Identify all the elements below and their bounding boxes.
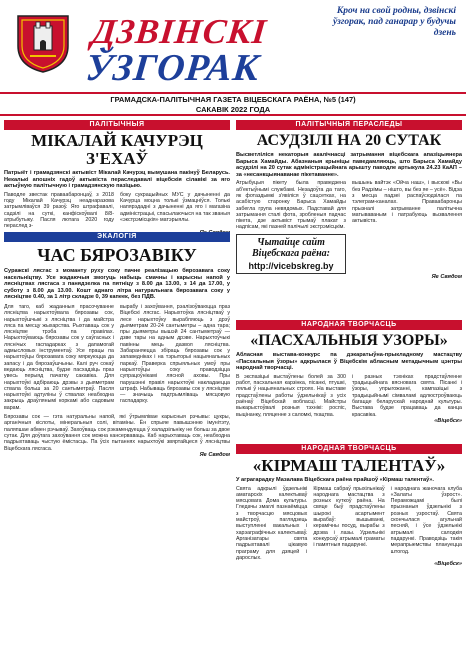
article-signature: «Віцебск»: [434, 417, 462, 424]
article-talent-fair: [236, 444, 462, 656]
rubric-political-persecution: ПАЛІТЫЧНЫЯ ПЕРАСЛЕДЫ: [236, 120, 462, 130]
article-birch-sap: [4, 232, 230, 656]
coat-of-arms-icon: [14, 12, 72, 74]
article-arrest: [236, 120, 462, 318]
article-headline: «КІРМАШ ТАЛЕНТАЎ»: [252, 456, 446, 475]
article-lead: Патрыёт і грамадзянскі актывіст Мікалай Качурэц вымушана пакінуў Беларусь. Некалькі апошніх гадоў актывіста пераследавалі віцебскія сілавікі за яго актыўную палітычную і грамадзянскую пазіцыю.: [4, 170, 230, 190]
article-text-col2: вырабу і захоўвання, рэалізоўваюцца праз Віцебскі лясгас. Нарыхтоўка лясніцтваў у лесе нарыхтоўку вырабляюць з дрэў дыяметрам 20-24 сантыметры – адна тара; пры дыяметры вышэй 24 сантыметраў — дзве тары на адным дрэве. Нарыхтоўчыкі павінны мець дазвол лясніцтва. Забараняецца збіраць бярозавы сок у запаведніках і на тэрыторыі нацыянальных паркаў. Праверка спрыяльных умоў пры нарыхтоўцы соку праводзіцца супрацоўнікамі лясной аховы. Пры парушэнні правіл нарыхтоўкі накладаецца штраф. Набываць бярозавы сок у лясніцтве — значыць падтрымліваць мясцовую гаспадарку.: [120, 303, 230, 405]
article-text-col3: і народнага жаночага клуба «Залаты ўзрост». Пераможцамі былі прызнаныя ўдзельнікі з розных узростаў. Свята скончылася агульнай песняй, і ўсе ўдзельнікі атрымалі салодкія падарункі. Праводзіць такія мерапрыемствы плануецца штогод.: [390, 485, 462, 555]
article-headline: ЧАС БЯРОЗАВІКУ: [37, 245, 197, 265]
masthead: [0, 0, 466, 92]
article-headline: МІКАЛАЙ КАЧУРЭЦ З'ЕХАЎ: [31, 131, 203, 168]
article-text-col1: Свята адкрылі ўдзельнікі аматарскіх калектываў мясцовага Дома культуры. Гледачы змаглі пазнаёміцца з творчасцю мясцовых майстроў, паглядзець выступленні вакальных і харэаграфічных калектываў. Арганізатары свята падрыхтавалі цікавую праграму для дзяцей і дарослых.: [236, 485, 308, 561]
masthead-title-line2: ЎЗГОРАК: [83, 47, 262, 89]
article-headline: АСУДЗІЛІ НА 20 СУТАК: [256, 132, 442, 149]
article-text-col1: Атрыбуцыя пікету была праведзена аб'ектыўнымі службамі. Незадоўга да таго, як фотаздымкі з'явіліся ў сацсетках, на асабістую старонку Барыса Хамайды забегла група невядомых. Падставай для затрымання сталі фота, зробленыя падчас пікета, дзе актывіст трымаў плакат з надпісам, які пазней палічылі экстрэмісцкім.: [236, 180, 346, 231]
article-signature: «Віцебск»: [434, 561, 462, 568]
article-lead: Абласная выстава-конкурс па дэкаратыўна-прыкладному мастацтву «Пасхальныя ўзоры» адкрылася ў Віцебскім абласным метадычным цэнтры народнай творчасці.: [236, 352, 462, 372]
website-ad-box: [236, 234, 346, 274]
article-text-col1: Паводле звестак праваабаронцаў, з 2018 году Мікалай Качурэц неаднаразова затрымліваўся 39 разоў. Яго штрафавалі, садзілі на суткі, канфіскоўвалі 8/8-атрыбутыку. Пасля лютага 2020 году пераслед з-: [4, 191, 114, 230]
rubric-folk-art: НАРОДНАЯ ТВОРЧАСЦЬ: [236, 444, 462, 454]
article-lead: Суражскі лясгас з моманту руху соку пачне реалізацыю бярозавага соку насельніцтву. Усе жадаючыя змогуць набыць смачны і карысны напой у лясніцтвах лясгаса з панядзелка па пятніцу з 8.00 да 13.00, з 14 да 17.00, у суботу з 8.00 да 13.00. Кошт аднаго літра натуральнага бярозавага соку у лясніцтве 0.40, за 1 літр складзе 0, 39 капеек, без ПДВ.: [4, 268, 230, 301]
masthead-title-line1: ДЗВІНСКІ: [90, 12, 269, 51]
website-ad-link[interactable]: http://vicebskreg.by: [248, 260, 334, 271]
rubric-folk-art: НАРОДНАЯ ТВОРЧАСЦЬ: [236, 320, 462, 330]
website-ad-title: Чытайце сайт Віцебскага раёна:: [252, 236, 330, 259]
article-kachurets: [4, 120, 230, 230]
article-signature: Яе Свядом: [431, 273, 462, 280]
issue-dateline: [0, 92, 466, 116]
issue-date: САКАВІК 2022 ГОДА: [195, 105, 271, 114]
rubric-ecology: ЭКАЛОГІЯ: [4, 232, 230, 242]
article-lead: У аграгарадку Мазалава Віцебскага раёна прайшоў «Кірмаш талентаў».: [236, 477, 434, 483]
article-text-col2: і разных тэхніках прадстаўленне традыцыйнага вясновага свята. Пісанкі і ўзоры, упрыгожанні, кампазіцыі з традыцыйнымі сімваламі адлюстроўваюць багацце беларускай народнай культуры. Выстава будзе працаваць да канца красавіка.: [352, 373, 462, 418]
article-text-col2: боку сукрацыйных МУС у дачыненні да Качурца моцна толькі ўзмацніўся. Толькі напярэдадні з дачыненні да яго і магазіна адміністрацыі, спасылаючыся на так званыя «экстрэмісцкія» матэрыялы.: [120, 191, 230, 223]
article-text-col1: В экспазіцыі выстаўлены болей за 300 работ, пасхальная карзінка, пісанкі, птушкі, лялькі ў нацыянальных строях. На выставе прадстаўлены работы ўдзельнікаў з усіх раёнаў Віцебскай вобласці. Майстры выкарыстоўвалі розныя тэхнікі: роспіс, выцінанку, пляценне з саломкі, ткацтва.: [236, 373, 346, 418]
article-text-col2: вышынь вайтэк «Ойча наш», і выскокі «Вы без Радзімы – нішто, вы без яе – усё». Відэа з месца падзеі распаўсюдзілася па тэлеграм-каналах. Праваабаронцы прызналі затрыманне палітычна матываваным і патрабуюць вызвалення актывіста.: [352, 180, 462, 225]
article-signature: Яе Свядом: [199, 451, 230, 458]
issue-subtitle: ГРАМАДСКА-ПАЛІТЫЧНАЯ ГАЗЕТА ВІЦЕБСКАГА РАЁНА, №5 (147): [110, 95, 356, 104]
article-text-col1: Для таго, каб жаданныя прасочуванне лясніцтва нарыхтоўвала бярозавы сок, нарыхтоўшчыкі з лясніцтва і да майстра ляса па месцу жыхарства. Рыхтаваць сок у лясніцтве трэба па правілах. Нарыхтоўваюць бярозавы сок у саўгасных і ляснічых гаспадарках з дапамогай адмысловых інструментаў. Усе працы па нарыхтоўцы бярозавага соку мяркуюцца да запасу і да бярозаўшчыны. Калі руч сокаў ведаюць лясніцтва, будзе пасхадзіць праз увесь перыяд пачатку сакавіка. Для нарыхтоўкі адбіраюць дрэвы з дыяметрам ствала больш за 20 сантыметраў. Пасля нарыхтоўкі адтуліны ў ствалах неабходна закрыць драўлянымі коркамі або садовым варам.: [4, 303, 114, 411]
article-text-col3: Бярозавы сок — гэта натуральны напой, які ўтрымлівае карысныя рэчывы: цукры, арганічныя кіслоты, мінеральныя солі, вітаміны. Ён спрыяе павышэнню імунітэту, паляпшае абмен рэчываў. Захоўваць сок рэкамендуецца ў халадзільніку не больш за двое сутак. Для доўгага захоўвання сок можна кансерваваць. Каб нарыхтаваць сок, неабходна падрыхтаваць чыстую ёмістасць. Па ўсіх пытаннях нарыхтоўкі звяртайцеся ў лясніцтвы Віцебскага лясгаса.: [4, 414, 230, 452]
rubric-political: ПАЛІТЫЧНЫЯ: [4, 120, 230, 130]
article-headline: «ПАСХАЛЬНЫЯ УЗОРЫ»: [250, 332, 448, 349]
article-lead: Высветліліся некаторыя акалічнасці затрымання віцебскага апазіцыянера Барыса Хамайды. Абазнаныя крыніцы паведамляюць, што Барыса Хамайду асудзілі на 20 сутак адміністрацыйнага арышту паводле артыкула 24.23 КаАП – за «несанкцыянаванае пікетаванне».: [236, 152, 462, 178]
article-easter-patterns: [236, 320, 462, 442]
masthead-motto: Кроч на свой родны, дзвінскі ўзгорак, пад ганарар у будучы дзень: [332, 6, 456, 38]
article-text-col2: Кірмаш сабраў прыхільнікаў народнага мастацтва з розных куткоў раёна. На свяце быў прадстаўлены шырокі асартымент вырабаў: вышыванкі, керамічны посуд, вырабы з дрэва і лазы. Удзельнікі конкурсаў атрымалі граматы і памятныя падарункі.: [313, 485, 385, 549]
